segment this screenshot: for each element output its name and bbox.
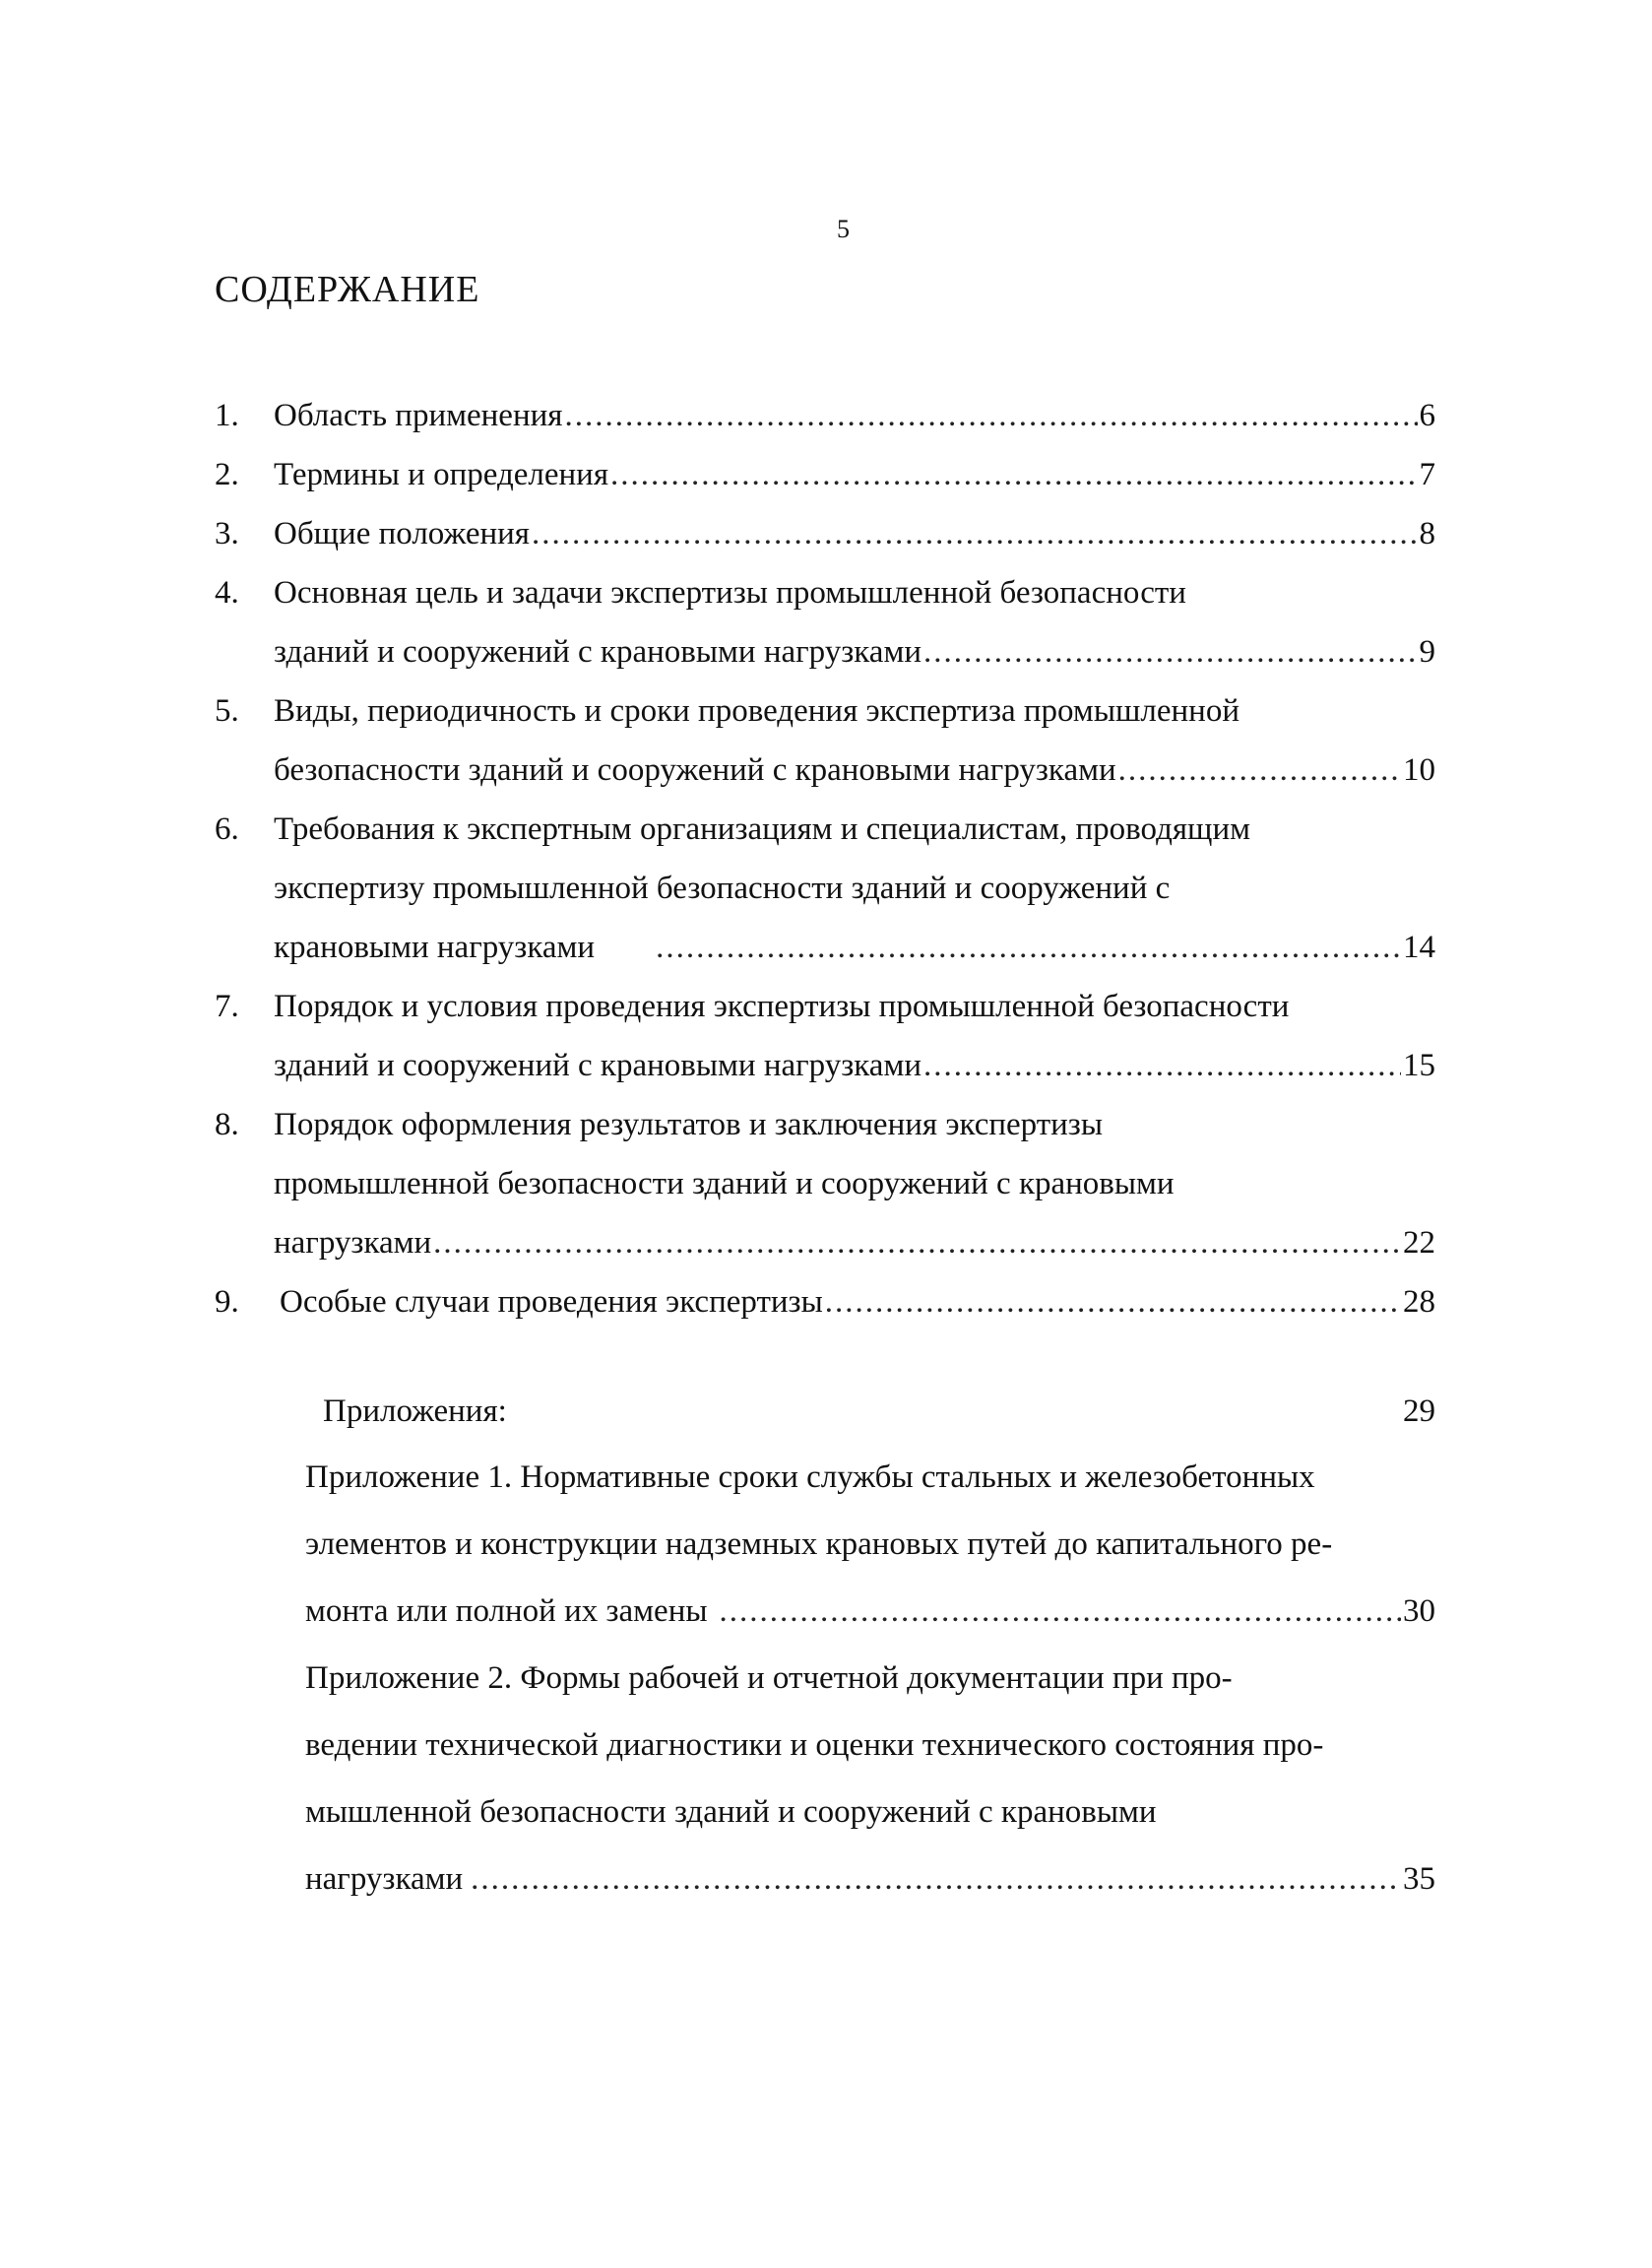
toc-item-title-continued: нагрузками (274, 1225, 432, 1261)
appendix-title-continued: ведении технической диагностики и оценки технического состояния про- (305, 1727, 1324, 1763)
appendix-2-continued-2[interactable] (305, 1779, 1435, 1846)
appendix-1[interactable] (305, 1444, 1435, 1511)
toc-item-title-continued: крановыми нагрузками (274, 930, 596, 965)
toc-item-number: 6. (215, 811, 239, 847)
dot-leader (433, 1213, 1401, 1272)
appendix-title: Приложение 1. Нормативные сроки службы стальных и железобетонных (305, 1459, 1315, 1495)
toc-item-number: 7. (215, 989, 239, 1024)
appendices-heading-row[interactable] (305, 1379, 1435, 1444)
appendix-title-continued: мышленной безопасности зданий и сооружений с крановыми (305, 1794, 1157, 1830)
toc-item-title: Порядок и условия проведения экспертизы промышленной безопасности (274, 989, 1290, 1024)
toc-item-6-continued-2[interactable] (215, 918, 1435, 977)
toc-item-number: 3. (215, 516, 239, 551)
appendix-1-continued-2[interactable] (305, 1578, 1435, 1645)
toc-item-9[interactable] (215, 1272, 1435, 1331)
appendix-title-continued: монта или полной их замены (305, 1593, 708, 1629)
toc-item-title-continued: экспертизу промышленной безопасности зданий и сооружений с (274, 871, 1171, 906)
toc-item-page: 15 (1403, 1048, 1435, 1083)
toc-item-page: 8 (1419, 516, 1435, 551)
toc-item-1[interactable] (215, 386, 1435, 445)
dot-leader (471, 1846, 1401, 1912)
toc-item-7-continued[interactable] (215, 1036, 1435, 1095)
toc-item-6[interactable] (215, 800, 1435, 859)
toc-item-5[interactable] (215, 681, 1435, 741)
dot-leader (1118, 741, 1401, 800)
appendix-page: 30 (1403, 1593, 1435, 1629)
toc-item-number: 9. (215, 1284, 239, 1320)
toc-item-title-continued: промышленной безопасности зданий и сооружений с крановыми (274, 1166, 1175, 1201)
toc-item-4[interactable] (215, 563, 1435, 622)
toc-item-3[interactable] (215, 504, 1435, 563)
dot-leader (825, 1272, 1401, 1331)
toc-item-title-continued: зданий и сооружений с крановыми нагрузками (274, 634, 921, 670)
appendix-2-continued[interactable] (305, 1712, 1435, 1779)
appendices-heading: Приложения: (323, 1393, 507, 1429)
toc-item-title: Основная цель и задачи экспертизы промышленной безопасности (274, 575, 1186, 611)
toc-item-page: 22 (1403, 1225, 1435, 1261)
dot-leader (923, 622, 1418, 681)
toc-item-title: Термины и определения (274, 457, 609, 492)
toc-item-number: 5. (215, 693, 239, 729)
toc-item-page: 28 (1403, 1284, 1435, 1320)
toc-item-title: Порядок оформления результатов и заключения экспертизы (274, 1107, 1104, 1142)
toc-item-7[interactable] (215, 977, 1435, 1036)
appendix-title-continued: нагрузками (305, 1861, 464, 1897)
dot-leader (564, 386, 1417, 445)
appendix-2[interactable] (305, 1645, 1435, 1712)
toc-item-4-continued[interactable] (215, 622, 1435, 681)
toc-item-title: Виды, периодичность и сроки проведения экспертиза промышленной (274, 693, 1239, 729)
dot-leader (656, 918, 1401, 977)
appendix-page: 35 (1403, 1861, 1435, 1897)
toc-item-5-continued[interactable] (215, 741, 1435, 800)
toc-item-number: 4. (215, 575, 239, 611)
toc-item-page: 10 (1403, 752, 1435, 788)
toc-item-page: 6 (1419, 398, 1435, 433)
dot-leader (720, 1578, 1401, 1645)
appendices-heading-page: 29 (1403, 1393, 1435, 1429)
toc-item-page: 7 (1419, 457, 1435, 492)
page-number: 5 (837, 215, 850, 243)
toc-title: СОДЕРЖАНИЕ (215, 269, 480, 310)
toc-item-title: Область применения (274, 398, 563, 433)
table-of-contents (215, 386, 1435, 1331)
toc-item-number: 1. (215, 398, 239, 433)
toc-item-number: 2. (215, 457, 239, 492)
toc-item-title: Особые случаи проведения экспертизы (280, 1284, 823, 1320)
appendix-title-continued: элементов и конструкции надземных крановых путей до капитального ре- (305, 1526, 1333, 1562)
appendices-section (305, 1379, 1435, 1912)
toc-item-title-continued: зданий и сооружений с крановыми нагрузками (274, 1048, 921, 1083)
toc-item-8-continued-2[interactable] (215, 1213, 1435, 1272)
dot-leader (923, 1036, 1401, 1095)
toc-item-8-continued[interactable] (215, 1154, 1435, 1213)
toc-item-6-continued[interactable] (215, 859, 1435, 918)
appendix-title: Приложение 2. Формы рабочей и отчетной документации при про- (305, 1660, 1233, 1696)
appendix-2-continued-3[interactable] (305, 1846, 1435, 1912)
toc-item-8[interactable] (215, 1095, 1435, 1154)
toc-item-2[interactable] (215, 445, 1435, 504)
toc-item-title-continued: безопасности зданий и сооружений с крановыми нагрузками (274, 752, 1116, 788)
toc-item-page: 14 (1403, 930, 1435, 965)
dot-leader (610, 445, 1417, 504)
toc-item-page: 9 (1419, 634, 1435, 670)
toc-item-title: Общие положения (274, 516, 530, 551)
appendix-1-continued[interactable] (305, 1511, 1435, 1578)
dot-leader (532, 504, 1418, 563)
toc-item-title: Требования к экспертным организациям и специалистам, проводящим (274, 811, 1250, 847)
toc-item-number: 8. (215, 1107, 239, 1142)
